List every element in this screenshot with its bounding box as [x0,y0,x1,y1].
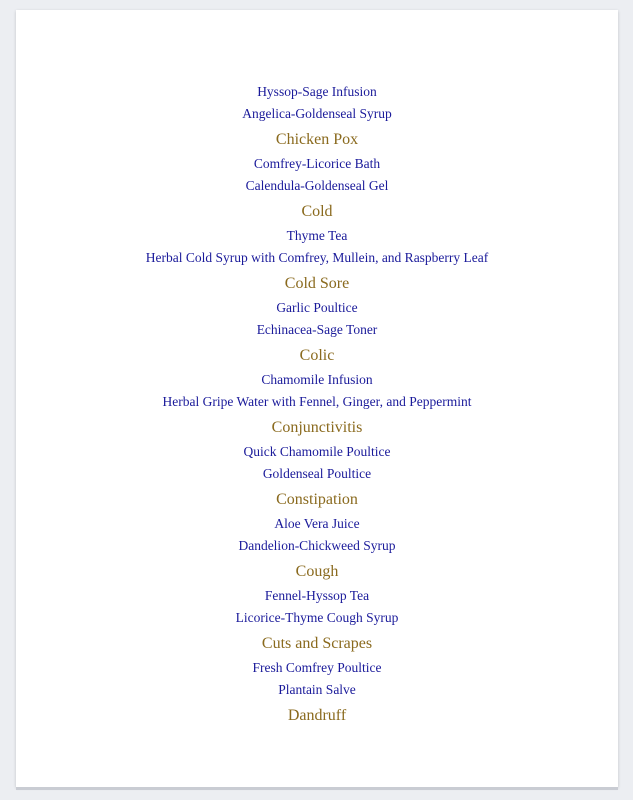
recipe-link[interactable]: Fresh Comfrey Poultice [252,660,382,675]
recipe-link[interactable]: Angelica-Goldenseal Syrup [242,105,392,121]
recipe-link[interactable]: Herbal Cold Syrup with Comfrey, Mullein, and Raspberry Leaf [145,249,489,265]
ailment-heading: Cold Sore [284,275,350,292]
ailment-heading: Constipation [276,491,358,508]
recipe-link[interactable]: Licorice-Thyme Cough Syrup [235,609,399,625]
recipe-link[interactable]: Plantain Salve [278,681,356,697]
ailment-heading: Cold [301,203,333,220]
page-bottom-shadow [16,787,618,790]
recipe-link[interactable]: Comfrey-Licorice Bath [253,156,381,171]
document-page [16,10,618,787]
recipe-link[interactable]: Dandelion-Chickweed Syrup [238,537,396,553]
recipe-link[interactable]: Thyme Tea [286,228,348,243]
recipe-link[interactable]: Chamomile Infusion [261,372,373,387]
recipe-link[interactable]: Quick Chamomile Poultice [243,444,391,459]
recipe-link[interactable]: Herbal Gripe Water with Fennel, Ginger, and Peppermint [162,393,472,409]
ailment-heading: Dandruff [287,707,347,724]
ailment-heading: Chicken Pox [275,131,359,148]
recipe-link[interactable]: Garlic Poultice [276,300,358,315]
recipe-link[interactable]: Hyssop-Sage Infusion [257,84,377,99]
remedy-index [16,81,618,729]
ailment-heading: Colic [299,347,335,364]
ailment-heading: Cuts and Scrapes [261,635,373,652]
recipe-link[interactable]: Calendula-Goldenseal Gel [245,177,389,193]
ailment-heading: Conjunctivitis [271,419,363,436]
recipe-link[interactable]: Aloe Vera Juice [274,516,360,531]
recipe-link[interactable]: Fennel-Hyssop Tea [264,588,370,603]
recipe-link[interactable]: Echinacea-Sage Toner [256,321,378,337]
ailment-heading: Cough [295,563,339,580]
recipe-link[interactable]: Goldenseal Poultice [262,465,372,481]
